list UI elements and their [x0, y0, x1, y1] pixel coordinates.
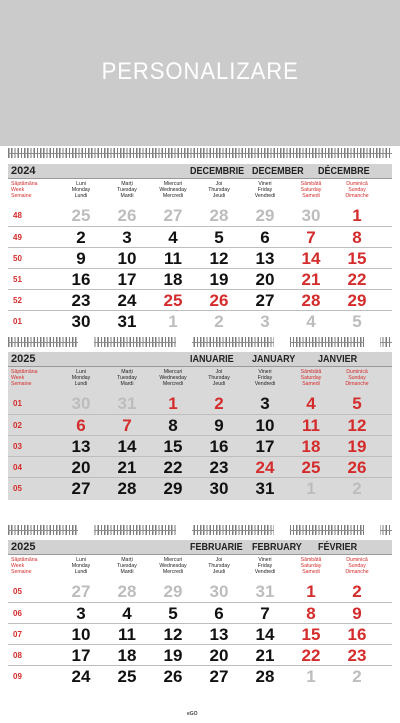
header-title: PERSONALIZARE [101, 58, 299, 85]
day-cell[interactable]: 4 [306, 394, 316, 413]
week-label-line: Week [11, 563, 25, 569]
day-cell[interactable]: 27 [163, 206, 183, 225]
week-number: 52 [13, 296, 22, 305]
weekday-label-line: Samedi [302, 381, 320, 387]
weekday-label-line: Monday [71, 187, 91, 193]
spiral-gap [274, 336, 290, 348]
day-cell[interactable]: 2 [352, 582, 362, 601]
day-cell[interactable]: 28 [209, 206, 229, 225]
weekday-label [104, 557, 150, 575]
weekday-label [288, 369, 334, 387]
month-block [8, 352, 392, 500]
day-cell[interactable]: 27 [71, 582, 91, 601]
day-cell[interactable]: 12 [163, 625, 183, 644]
day-cell[interactable]: 5 [214, 228, 224, 247]
day-cell[interactable]: 27 [209, 667, 229, 686]
day-cell[interactable]: 19 [347, 437, 367, 456]
week-row [8, 310, 392, 331]
weekday-label [150, 557, 196, 575]
day-cell[interactable]: 30 [301, 206, 321, 225]
weekday-label-line: Sunday [348, 563, 366, 569]
day-cell[interactable]: 3 [260, 394, 270, 413]
day-cell[interactable]: 27 [71, 479, 91, 498]
weekday-label-line: Dimanche [345, 193, 369, 199]
month-year: 2025 [11, 353, 36, 365]
weekday-label-line: Sâmbătă [300, 369, 322, 375]
week-label-line: Săptămâna [11, 369, 38, 375]
weekday-label [150, 369, 196, 387]
spiral-binding [0, 523, 400, 537]
day-cell[interactable]: 9 [214, 416, 224, 435]
spiral-gap [364, 336, 380, 348]
day-cell[interactable]: 10 [71, 625, 91, 644]
day-cell[interactable]: 2 [352, 479, 362, 498]
month-name: DECEMBRIE [190, 165, 245, 177]
spiral-rail [8, 342, 392, 343]
day-cell[interactable]: 1 [306, 582, 316, 601]
day-cell[interactable]: 2 [76, 228, 86, 247]
week-row [8, 644, 392, 665]
day-cell[interactable]: 22 [347, 270, 367, 289]
day-cell[interactable]: 19 [163, 646, 183, 665]
weekday-label-line: Saturday [300, 187, 322, 193]
weekday-label-line: Mardi [120, 381, 134, 387]
day-cell[interactable]: 26 [117, 206, 137, 225]
day-cell[interactable]: 11 [118, 625, 136, 644]
day-cell[interactable]: 2 [214, 312, 224, 331]
week-number-label [11, 369, 38, 387]
weekday-label-line: Vendredi [254, 193, 276, 199]
day-cell[interactable]: 14 [117, 437, 137, 456]
personalization-header [0, 0, 400, 146]
weekday-label-line: Thursday [208, 563, 230, 569]
day-cell[interactable]: 17 [71, 646, 91, 665]
weekday-label-line: Joi [215, 369, 223, 375]
spiral-gap [274, 524, 290, 536]
weekday-label [150, 181, 196, 199]
weekday-label-line: Vineri [258, 181, 272, 187]
week-number: 49 [13, 233, 22, 242]
week-number: 01 [13, 399, 22, 408]
week-number: 08 [13, 651, 22, 660]
spiral-rail [8, 153, 392, 154]
day-cell[interactable]: 24 [117, 291, 137, 310]
day-cell[interactable]: 25 [71, 206, 91, 225]
week-number: 09 [13, 672, 22, 681]
day-cell[interactable]: 9 [352, 604, 362, 623]
week-row [8, 289, 392, 310]
weekday-label [196, 369, 242, 387]
weekday-label-line: Marți [121, 557, 133, 563]
day-cell[interactable]: 14 [255, 625, 275, 644]
day-cell[interactable]: 18 [163, 270, 183, 289]
week-label-line: Săptămâna [11, 557, 38, 563]
day-cell[interactable]: 10 [117, 249, 137, 268]
weekday-label-line: Samedi [302, 569, 320, 575]
month-header [8, 352, 392, 367]
weekday-label-line: Duminică [346, 557, 368, 563]
day-cell[interactable]: 17 [117, 270, 137, 289]
day-cell[interactable]: 30 [209, 582, 229, 601]
week-row [8, 247, 392, 268]
day-cell[interactable]: 28 [117, 479, 137, 498]
day-cell[interactable]: 3 [260, 312, 270, 331]
weekday-label [242, 369, 288, 387]
day-cell[interactable]: 14 [301, 249, 321, 268]
day-cell[interactable]: 18 [117, 646, 137, 665]
weekday-label-line: Monday [71, 375, 91, 381]
day-cell[interactable]: 21 [301, 270, 321, 289]
month-name: IANUARIE [190, 353, 234, 365]
weekday-label [242, 181, 288, 199]
day-cell[interactable]: 24 [71, 667, 91, 686]
day-cell[interactable]: 1 [352, 206, 362, 225]
week-row [8, 665, 392, 686]
week-label-line: Semaine [11, 193, 32, 199]
week-row [8, 205, 392, 226]
week-row [8, 414, 392, 435]
day-cell[interactable]: 2 [214, 394, 224, 413]
day-cell[interactable]: 18 [301, 437, 321, 456]
week-number-label [11, 557, 38, 575]
day-cell[interactable]: 13 [255, 249, 275, 268]
week-row [8, 435, 392, 456]
weekday-label-line: Vineri [258, 557, 272, 563]
spiral-gap [176, 336, 192, 348]
day-cell[interactable]: 25 [163, 291, 183, 310]
week-row [8, 456, 392, 477]
day-cell[interactable]: 13 [71, 437, 91, 456]
day-cell[interactable]: 15 [301, 625, 321, 644]
week-number-label [11, 181, 38, 199]
month-year: 2024 [11, 165, 36, 177]
day-cell[interactable]: 25 [301, 458, 321, 477]
weekday-label-line: Wednesday [159, 187, 187, 193]
week-row [8, 268, 392, 289]
day-cell[interactable]: 20 [71, 458, 91, 477]
month-name: FEBRUARY [252, 541, 302, 553]
day-cell[interactable]: 26 [209, 291, 229, 310]
day-cell[interactable]: 31 [255, 479, 275, 498]
day-cell[interactable]: 7 [122, 416, 132, 435]
day-cell[interactable]: 28 [117, 582, 137, 601]
week-number: 03 [13, 442, 22, 451]
day-cell[interactable]: 23 [71, 291, 91, 310]
week-row [8, 226, 392, 247]
weekday-label-line: Jeudi [212, 381, 226, 387]
day-cell[interactable]: 6 [214, 604, 224, 623]
month-block [8, 540, 392, 688]
week-number: 51 [13, 275, 22, 284]
weekday-label-line: Friday [257, 375, 273, 381]
day-cell[interactable]: 28 [301, 291, 321, 310]
weekday-label-line: Marți [121, 181, 133, 187]
month-name: FEBRUARIE [190, 541, 243, 553]
weekday-label-line: Wednesday [159, 375, 187, 381]
weekday-label-line: Wednesday [159, 563, 187, 569]
day-cell[interactable]: 1 [306, 667, 316, 686]
day-cell[interactable]: 1 [168, 312, 178, 331]
week-label-line: Week [11, 375, 25, 381]
day-cell[interactable]: 7 [306, 228, 316, 247]
month-header [8, 164, 392, 179]
week-number: 02 [13, 421, 22, 430]
week-label-line: Săptămâna [11, 181, 38, 187]
weekday-label [288, 181, 334, 199]
week-number: 01 [13, 317, 22, 326]
day-cell[interactable]: 29 [163, 479, 183, 498]
weekday-label-line: Sâmbătă [300, 181, 322, 187]
day-cell[interactable]: 17 [255, 437, 275, 456]
day-cell[interactable]: 16 [347, 625, 367, 644]
day-cell[interactable]: 1 [306, 479, 316, 498]
weekday-label-line: Dimanche [345, 381, 369, 387]
day-cell[interactable]: 8 [168, 416, 178, 435]
weekday-label-line: Mercredi [162, 193, 184, 199]
day-cell[interactable]: 5 [352, 312, 362, 331]
weekday-label-line: Vineri [258, 369, 272, 375]
weekday-label [334, 557, 380, 575]
day-cell[interactable]: 31 [255, 582, 275, 601]
spiral-gap [176, 524, 192, 536]
week-label-line: Semaine [11, 569, 32, 575]
weekday-label-line: Luni [76, 557, 86, 563]
weekday-label-line: Sâmbătă [300, 557, 322, 563]
weekday-label [334, 369, 380, 387]
week-label-line: Semaine [11, 381, 32, 387]
day-cell[interactable]: 30 [209, 479, 229, 498]
weekday-label-line: Miercuri [163, 369, 183, 375]
day-cell[interactable]: 11 [164, 249, 182, 268]
day-cell[interactable]: 15 [163, 437, 183, 456]
weekday-label-line: Joi [215, 181, 223, 187]
weekday-label-line: Luni [76, 181, 86, 187]
day-cell[interactable]: 5 [168, 604, 178, 623]
weekday-label-line: Thursday [208, 375, 230, 381]
weekday-label [242, 557, 288, 575]
day-cell[interactable]: 23 [209, 458, 229, 477]
weekday-label-line: Marți [121, 369, 133, 375]
weekday-label [196, 181, 242, 199]
weekday-label-line: Duminică [346, 369, 368, 375]
weekday-label-line: Jeudi [212, 193, 226, 199]
weekday-label-line: Mardi [120, 569, 134, 575]
month-name: FÉVRIER [318, 541, 358, 553]
weekday-label-line: Samedi [302, 193, 320, 199]
month-block [8, 164, 392, 333]
weekday-label [104, 181, 150, 199]
day-cell[interactable]: 22 [163, 458, 183, 477]
weekday-label-line: Thursday [208, 187, 230, 193]
weekday-label-line: Lundi [74, 381, 88, 387]
day-cell[interactable]: 26 [163, 667, 183, 686]
day-cell[interactable]: 30 [71, 312, 91, 331]
weekday-labels [8, 179, 392, 205]
day-cell[interactable]: 31 [117, 394, 137, 413]
weekday-label [58, 181, 104, 199]
weekday-label [196, 557, 242, 575]
weekday-label-line: Lundi [74, 193, 88, 199]
weekday-label-line: Sunday [348, 187, 366, 193]
weekday-label [58, 557, 104, 575]
day-cell[interactable]: 28 [255, 667, 275, 686]
spiral-gap [78, 336, 94, 348]
week-number: 48 [13, 211, 22, 220]
day-cell[interactable]: 16 [71, 270, 91, 289]
day-cell[interactable]: 26 [347, 458, 367, 477]
weekday-label [58, 369, 104, 387]
weekday-label-line: Saturday [300, 563, 322, 569]
month-name: DECEMBER [252, 165, 304, 177]
month-name: DÉCEMBRE [318, 165, 370, 177]
day-cell[interactable]: 29 [255, 206, 275, 225]
week-row [8, 623, 392, 644]
brand-logo: eGO [187, 711, 198, 717]
day-cell[interactable]: 6 [76, 416, 86, 435]
weekday-label-line: Friday [257, 187, 273, 193]
weekday-label-line: Vendredi [254, 569, 276, 575]
spiral-gap [364, 524, 380, 536]
weekday-label-line: Lundi [74, 569, 88, 575]
weekday-label-line: Mercredi [162, 381, 184, 387]
day-cell[interactable]: 20 [209, 646, 229, 665]
weekday-label-line: Luni [76, 369, 86, 375]
week-number: 05 [13, 587, 22, 596]
month-year: 2025 [11, 541, 36, 553]
day-cell[interactable]: 2 [352, 667, 362, 686]
day-cell[interactable]: 9 [76, 249, 86, 268]
day-cell[interactable]: 31 [117, 312, 137, 331]
day-cell[interactable]: 24 [255, 458, 275, 477]
spiral-rail [8, 530, 392, 531]
month-name: JANVIER [318, 353, 358, 365]
day-cell[interactable]: 22 [301, 646, 321, 665]
week-number: 04 [13, 463, 22, 472]
week-number: 50 [13, 254, 22, 263]
day-cell[interactable]: 13 [209, 625, 229, 644]
day-cell[interactable]: 12 [347, 416, 367, 435]
weekday-label-line: Miercuri [163, 181, 183, 187]
day-cell[interactable]: 5 [352, 394, 362, 413]
day-cell[interactable]: 4 [168, 228, 178, 247]
weekday-label-line: Tuesday [117, 187, 137, 193]
day-cell[interactable]: 1 [168, 394, 178, 413]
weekday-label-line: Dimanche [345, 569, 369, 575]
weekday-label-line: Saturday [300, 375, 322, 381]
weekday-label-line: Mercredi [162, 569, 184, 575]
month-header [8, 540, 392, 555]
week-number: 07 [13, 630, 22, 639]
day-cell[interactable]: 12 [209, 249, 229, 268]
day-cell[interactable]: 27 [255, 291, 275, 310]
weekday-labels [8, 555, 392, 581]
day-cell[interactable]: 3 [122, 228, 132, 247]
day-cell[interactable]: 29 [347, 291, 367, 310]
week-row [8, 602, 392, 623]
weekday-label-line: Mardi [120, 193, 134, 199]
day-cell[interactable]: 29 [163, 582, 183, 601]
day-cell[interactable]: 21 [117, 458, 137, 477]
day-cell[interactable]: 15 [347, 249, 367, 268]
day-cell[interactable]: 7 [260, 604, 270, 623]
weekday-label [104, 369, 150, 387]
day-cell[interactable]: 25 [117, 667, 137, 686]
weekday-label [334, 181, 380, 199]
weekday-label-line: Monday [71, 563, 91, 569]
weekday-label-line: Tuesday [117, 563, 137, 569]
weekday-label-line: Friday [257, 563, 273, 569]
week-label-line: Week [11, 187, 25, 193]
day-cell[interactable]: 4 [306, 312, 316, 331]
day-cell[interactable]: 20 [255, 270, 275, 289]
weekday-label-line: Vendredi [254, 381, 276, 387]
day-cell[interactable]: 11 [302, 416, 320, 435]
weekday-label-line: Tuesday [117, 375, 137, 381]
spiral-binding [0, 146, 400, 160]
day-cell[interactable]: 19 [209, 270, 229, 289]
weekday-labels [8, 367, 392, 393]
day-cell[interactable]: 23 [347, 646, 367, 665]
weekday-label-line: Joi [215, 557, 223, 563]
weekday-label [288, 557, 334, 575]
day-cell[interactable]: 8 [352, 228, 362, 247]
week-row [8, 477, 392, 498]
weekday-label-line: Jeudi [212, 569, 226, 575]
day-cell[interactable]: 10 [255, 416, 275, 435]
weekday-label-line: Sunday [348, 375, 366, 381]
spiral-gap [78, 524, 94, 536]
day-cell[interactable]: 6 [260, 228, 270, 247]
day-cell[interactable]: 21 [255, 646, 275, 665]
spiral-binding [0, 335, 400, 349]
day-cell[interactable]: 4 [122, 604, 132, 623]
day-cell[interactable]: 30 [71, 394, 91, 413]
week-number: 05 [13, 484, 22, 493]
day-cell[interactable]: 3 [76, 604, 86, 623]
weekday-label-line: Miercuri [163, 557, 183, 563]
week-row [8, 581, 392, 602]
weekday-label-line: Duminică [346, 181, 368, 187]
month-name: JANUARY [252, 353, 296, 365]
week-number: 06 [13, 609, 22, 618]
week-row [8, 393, 392, 414]
day-cell[interactable]: 8 [306, 604, 316, 623]
day-cell[interactable]: 16 [209, 437, 229, 456]
